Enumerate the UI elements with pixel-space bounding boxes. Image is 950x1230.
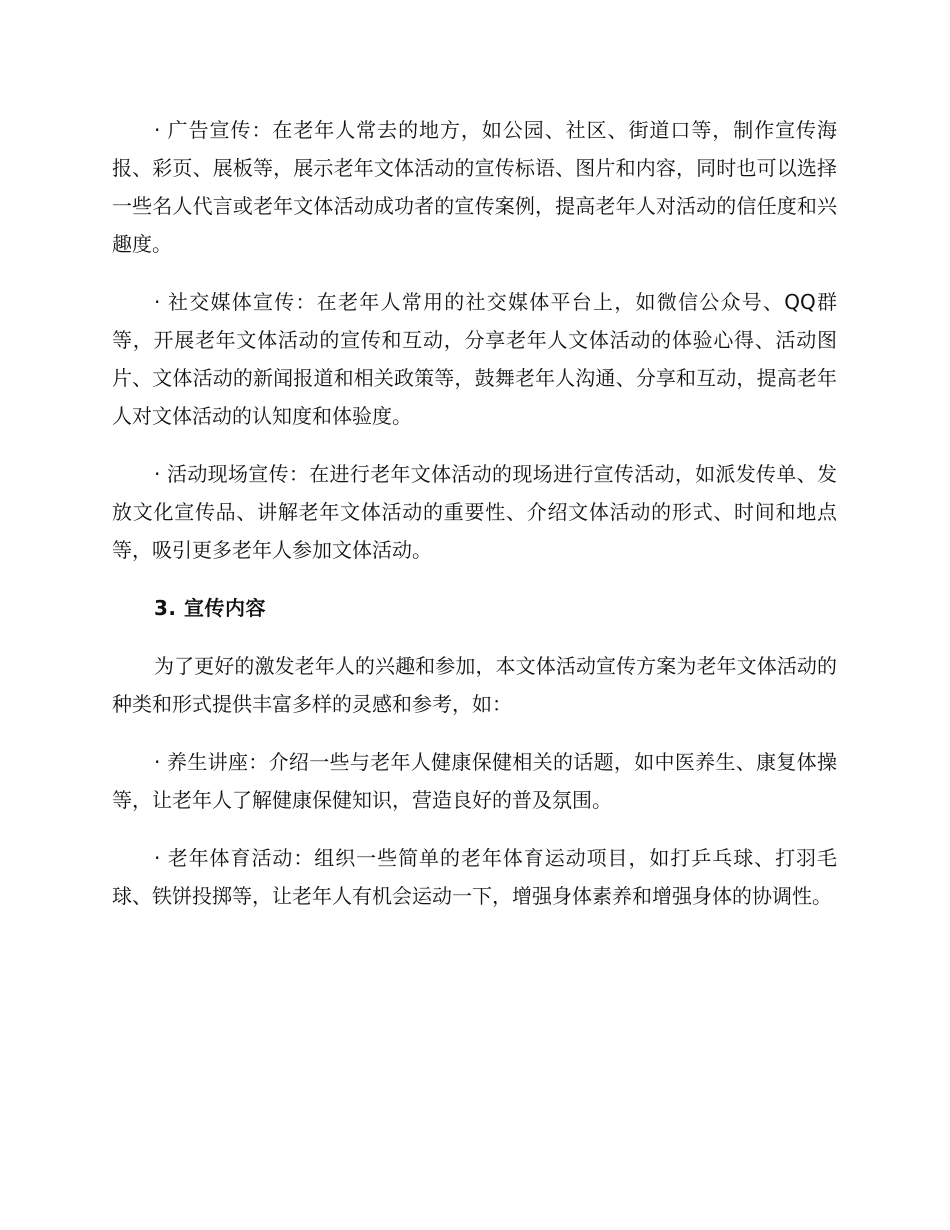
paragraph-health-lecture: · 养生讲座：介绍一些与老年人健康保健相关的话题，如中医养生、康复体操等，让老年人了解健康保健知识，营造良好的普及氛围。 [112, 750, 837, 812]
paragraph-ad-promotion: · 广告宣传：在老年人常去的地方，如公园、社区、街道口等，制作宣传海报、彩页、展板等，展示老年文体活动的宣传标语、图片和内容，同时也可以选择一些名人代言或老年文体活动成功者的宣传案例，提高老年人对活动的信任度和兴趣度。 [112, 118, 837, 256]
section-heading: 3. 宣传内容 [154, 596, 266, 620]
paragraph-intro: 为了更好的激发老年人的兴趣和参加，本文体活动宣传方案为老年文体活动的种类和形式提供丰富多样的灵感和参考，如： [112, 654, 837, 716]
document-body [112, 111, 837, 935]
paragraph-senior-sports: · 老年体育活动：组织一些简单的老年体育运动项目，如打乒乓球、打羽毛球、铁饼投掷等，让老年人有机会运动一下，增强身体素养和增强身体的协调性。 [112, 846, 837, 908]
paragraph-onsite-promotion: · 活动现场宣传：在进行老年文体活动的现场进行宣传活动，如派发传单、发放文化宣传品、讲解老年文体活动的重要性、介绍文体活动的形式、时间和地点等，吸引更多老年人参加文体活动。 [112, 462, 837, 562]
paragraph-social-media: · 社交媒体宣传：在老年人常用的社交媒体平台上，如微信公众号、QQ群等，开展老年文体活动的宣传和互动，分享老年人文体活动的体验心得、活动图片、文体活动的新闻报道和相关政策等，鼓舞老年人沟通、分享和互动，提高老年人对文体活动的认知度和体验度。 [112, 290, 837, 428]
